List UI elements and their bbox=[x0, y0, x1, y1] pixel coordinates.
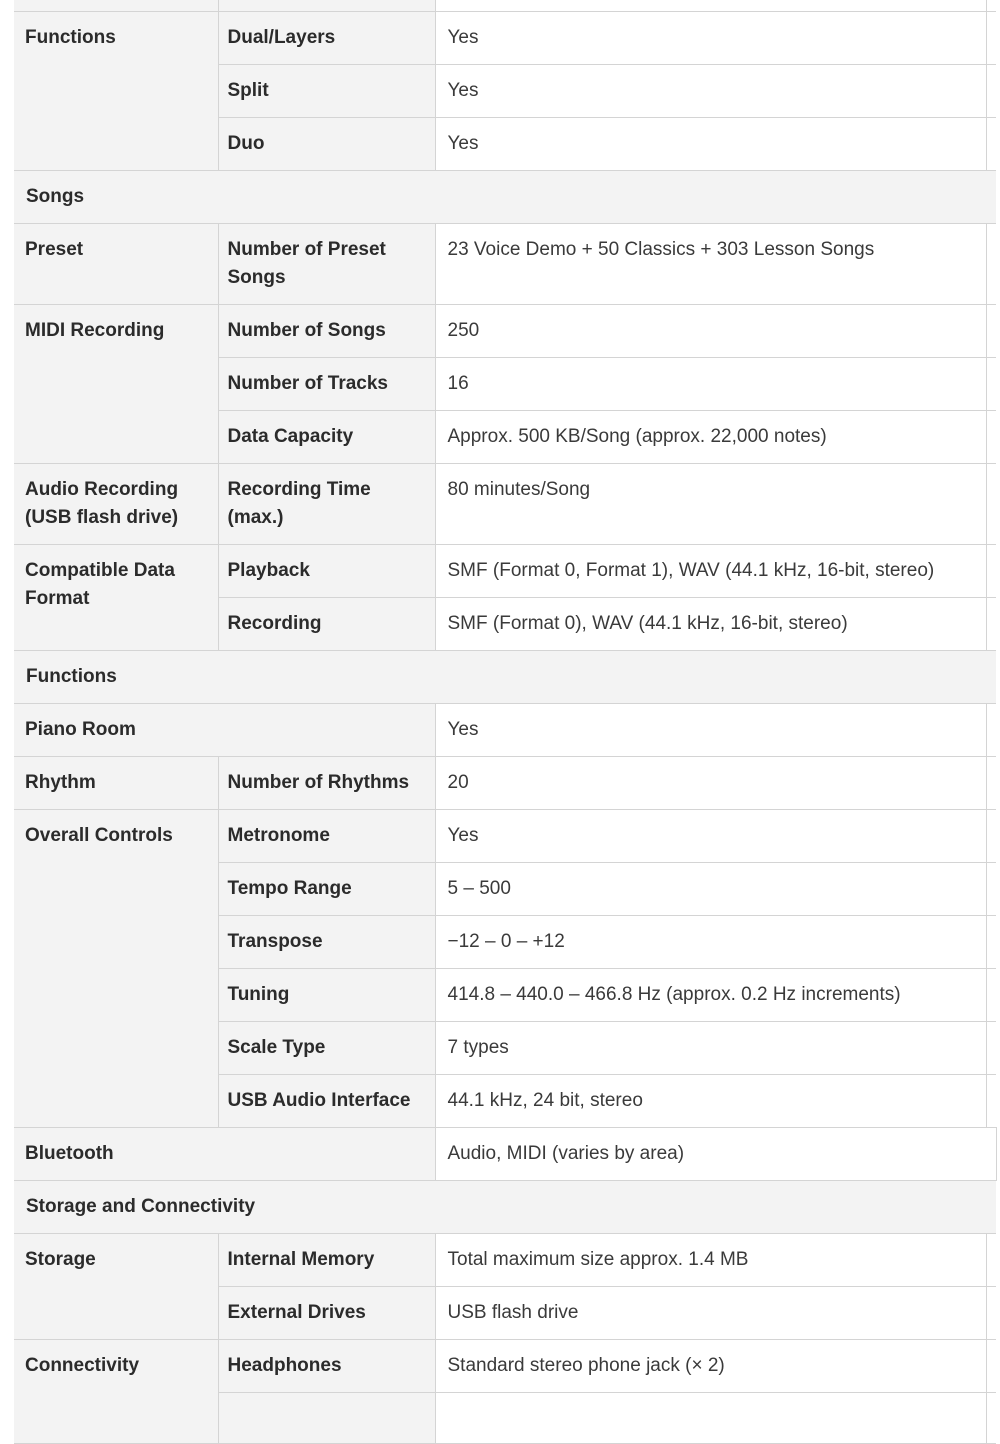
spec-name: Metronome bbox=[218, 810, 435, 863]
spec-value: USB flash drive bbox=[435, 1287, 986, 1340]
table-row bbox=[14, 0, 996, 12]
spec-value bbox=[435, 1393, 986, 1444]
table-edge-cell bbox=[986, 810, 996, 863]
table-edge-cell bbox=[986, 969, 996, 1022]
table-row bbox=[14, 810, 996, 863]
spec-value: Audio, MIDI (varies by area) bbox=[435, 1128, 996, 1181]
spec-name: Transpose bbox=[218, 916, 435, 969]
table-row bbox=[14, 1340, 996, 1393]
spec-name: Recording Time (max.) bbox=[218, 464, 435, 545]
table-edge-cell bbox=[986, 1022, 996, 1075]
spec-name bbox=[218, 0, 435, 12]
spec-value: Yes bbox=[435, 810, 986, 863]
table-edge-cell bbox=[986, 1340, 996, 1393]
spec-name: Duo bbox=[218, 118, 435, 171]
spec-value: Approx. 500 KB/Song (approx. 22,000 notes) bbox=[435, 411, 986, 464]
section-header-row bbox=[14, 1181, 996, 1234]
spec-value: Standard stereo phone jack (× 2) bbox=[435, 1340, 986, 1393]
section-header-row bbox=[14, 651, 996, 704]
spec-name: Tuning bbox=[218, 969, 435, 1022]
table-edge-cell bbox=[986, 757, 996, 810]
table-edge-cell bbox=[986, 1234, 996, 1287]
table-edge-cell bbox=[986, 1393, 996, 1444]
spec-value: 7 types bbox=[435, 1022, 986, 1075]
table-edge-cell bbox=[986, 704, 996, 757]
spec-category: Connectivity bbox=[14, 1340, 218, 1444]
table-row bbox=[14, 305, 996, 358]
spec-name: Number of Songs bbox=[218, 305, 435, 358]
spec-name: Playback bbox=[218, 545, 435, 598]
section-header-row bbox=[14, 171, 996, 224]
spec-category: Compatible Data Format bbox=[14, 545, 218, 651]
table-row bbox=[14, 757, 996, 810]
spec-name: Dual/Layers bbox=[218, 12, 435, 65]
table-row bbox=[14, 545, 996, 598]
spec-value: Yes bbox=[435, 65, 986, 118]
table-row bbox=[14, 12, 996, 65]
table-edge-cell bbox=[986, 224, 996, 305]
table-row bbox=[14, 1234, 996, 1287]
spec-value: 23 Voice Demo + 50 Classics + 303 Lesson Songs bbox=[435, 224, 986, 305]
table-edge-cell bbox=[986, 464, 996, 545]
spec-category: Audio Recording (USB flash drive) bbox=[14, 464, 218, 545]
table-edge-cell bbox=[986, 1075, 996, 1128]
table-edge-cell bbox=[986, 598, 996, 651]
table-edge-cell bbox=[986, 863, 996, 916]
spec-value: 414.8 – 440.0 – 466.8 Hz (approx. 0.2 Hz increments) bbox=[435, 969, 986, 1022]
spec-value: 20 bbox=[435, 757, 986, 810]
table-edge-cell bbox=[986, 0, 996, 12]
table-row bbox=[14, 704, 996, 757]
table-edge-cell bbox=[986, 411, 996, 464]
spec-value: 44.1 kHz, 24 bit, stereo bbox=[435, 1075, 986, 1128]
section-header: Functions bbox=[14, 651, 996, 704]
spec-name: Number of Preset Songs bbox=[218, 224, 435, 305]
spec-name bbox=[218, 1393, 435, 1444]
spec-value: 16 bbox=[435, 358, 986, 411]
table-edge-cell bbox=[986, 358, 996, 411]
spec-value: −12 – 0 – +12 bbox=[435, 916, 986, 969]
spec-value: SMF (Format 0), WAV (44.1 kHz, 16-bit, stereo) bbox=[435, 598, 986, 651]
spec-value: 5 – 500 bbox=[435, 863, 986, 916]
spec-name: Number of Rhythms bbox=[218, 757, 435, 810]
spec-name: USB Audio Interface bbox=[218, 1075, 435, 1128]
table-edge-cell bbox=[986, 118, 996, 171]
table-edge-cell bbox=[986, 305, 996, 358]
table-row bbox=[14, 224, 996, 305]
spec-category bbox=[14, 0, 218, 12]
spec-name: Headphones bbox=[218, 1340, 435, 1393]
spec-category: Preset bbox=[14, 224, 218, 305]
spec-value: Yes bbox=[435, 704, 986, 757]
spec-name: Number of Tracks bbox=[218, 358, 435, 411]
spec-value: 250 bbox=[435, 305, 986, 358]
spec-value: 80 minutes/Song bbox=[435, 464, 986, 545]
table-edge-cell bbox=[986, 916, 996, 969]
section-header: Songs bbox=[14, 171, 996, 224]
spec-category: MIDI Recording bbox=[14, 305, 218, 464]
spec-name: External Drives bbox=[218, 1287, 435, 1340]
spec-name: Internal Memory bbox=[218, 1234, 435, 1287]
spec-name: Data Capacity bbox=[218, 411, 435, 464]
spec-category: Functions bbox=[14, 12, 218, 171]
spec-value bbox=[435, 0, 986, 12]
table-edge-cell bbox=[986, 545, 996, 598]
spec-name: Scale Type bbox=[218, 1022, 435, 1075]
table-edge-cell bbox=[986, 12, 996, 65]
spec-value: Yes bbox=[435, 12, 986, 65]
table-row bbox=[14, 464, 996, 545]
section-header: Storage and Connectivity bbox=[14, 1181, 996, 1234]
table-row bbox=[14, 1128, 996, 1181]
specifications-table bbox=[14, 0, 997, 1444]
spec-value: Yes bbox=[435, 118, 986, 171]
spec-category: Overall Controls bbox=[14, 810, 218, 1128]
spec-category: Piano Room bbox=[14, 704, 435, 757]
spec-category: Storage bbox=[14, 1234, 218, 1340]
table-edge-cell bbox=[986, 1287, 996, 1340]
spec-category: Bluetooth bbox=[14, 1128, 435, 1181]
spec-value: Total maximum size approx. 1.4 MB bbox=[435, 1234, 986, 1287]
spec-name: Split bbox=[218, 65, 435, 118]
table-edge-cell bbox=[986, 65, 996, 118]
spec-name: Tempo Range bbox=[218, 863, 435, 916]
spec-value: SMF (Format 0, Format 1), WAV (44.1 kHz, 16-bit, stereo) bbox=[435, 545, 986, 598]
spec-name: Recording bbox=[218, 598, 435, 651]
spec-category: Rhythm bbox=[14, 757, 218, 810]
